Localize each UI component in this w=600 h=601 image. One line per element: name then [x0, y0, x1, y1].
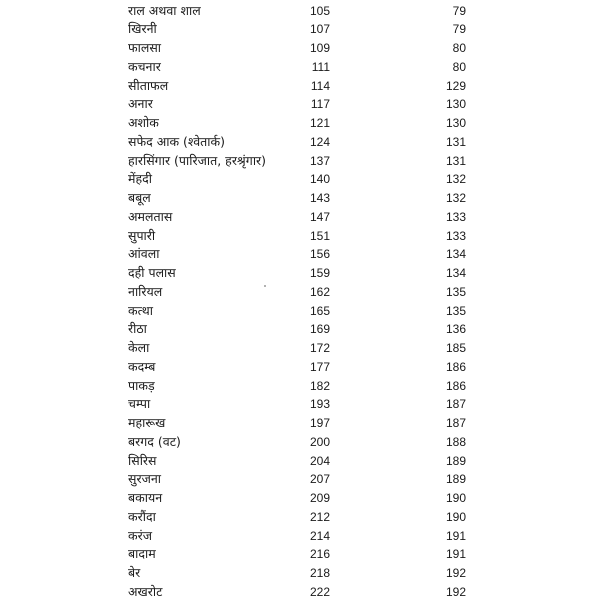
reference-number: 190 — [445, 509, 466, 524]
plant-name: महारूख — [128, 415, 166, 430]
index-row — [0, 2, 600, 21]
index-row — [0, 395, 600, 414]
reference-number: 79 — [452, 22, 466, 37]
plant-name: कचनार — [128, 58, 161, 74]
plant-name: चम्पा — [128, 396, 151, 412]
page-number: 124 — [309, 134, 330, 149]
index-row — [0, 20, 600, 39]
plant-name: सफेद आक (श्वेतार्क) — [128, 133, 226, 149]
reference-number: 189 — [445, 472, 466, 487]
reference-number: 191 — [445, 547, 466, 562]
index-row — [0, 470, 600, 489]
index-row — [0, 114, 600, 133]
index-row — [0, 377, 600, 396]
page-number: 216 — [309, 547, 330, 562]
reference-number: 187 — [445, 416, 466, 430]
index-row — [0, 302, 600, 321]
index-row — [0, 227, 600, 246]
plant-name: कदम्ब — [128, 358, 156, 374]
reference-number: 187 — [445, 397, 466, 412]
plant-name: करंज — [128, 527, 152, 543]
index-row — [0, 358, 600, 377]
index-row — [0, 133, 600, 152]
reference-number: 186 — [445, 378, 466, 393]
plant-name: बेर — [128, 565, 141, 580]
page-number: 151 — [309, 228, 330, 243]
page-number: 200 — [309, 434, 330, 449]
index-row — [0, 527, 600, 546]
index-row — [0, 152, 600, 171]
reference-number: 190 — [445, 491, 466, 505]
plant-name: मेंहदी — [128, 171, 152, 187]
plant-name: करौंदा — [128, 508, 156, 524]
index-row — [0, 264, 600, 283]
plant-name: अमलतास — [128, 208, 173, 224]
plant-name: हारसिंगार (पारिजात, हरश्रृंगार) — [128, 152, 267, 168]
index-row — [0, 208, 600, 227]
page-number: 143 — [309, 191, 330, 205]
plant-name: फालसा — [128, 40, 162, 55]
page-number: 197 — [309, 416, 330, 430]
page-number: 156 — [309, 247, 330, 262]
plant-name: रीठा — [128, 321, 147, 337]
index-row — [0, 170, 600, 189]
reference-number: 136 — [445, 322, 466, 337]
plant-name: नारियल — [128, 283, 163, 299]
page-number: 140 — [309, 172, 330, 187]
plant-name: सुरजना — [128, 471, 162, 487]
index-row — [0, 245, 600, 264]
index-row — [0, 283, 600, 302]
reference-number: 191 — [445, 528, 466, 543]
page-number: 109 — [309, 41, 330, 55]
page-number: 204 — [309, 453, 330, 468]
reference-number: 132 — [445, 191, 466, 205]
reference-number: 129 — [445, 78, 466, 93]
page-number: 114 — [310, 78, 330, 93]
page-number: 147 — [309, 209, 330, 224]
index-row — [0, 452, 600, 471]
page-number: 137 — [309, 153, 330, 168]
index-row — [0, 339, 600, 358]
reference-number: 80 — [452, 59, 466, 74]
page-number: 162 — [309, 284, 330, 299]
plant-name: बबूल — [128, 190, 151, 205]
reference-number: 132 — [445, 172, 466, 187]
plant-name: दही पलास — [128, 265, 176, 280]
page-number: 105 — [309, 3, 330, 18]
index-row — [0, 77, 600, 96]
plant-name: सुपारी — [128, 227, 156, 243]
reference-number: 135 — [445, 284, 466, 299]
page-number: 193 — [309, 397, 330, 412]
plant-name: कत्था — [128, 302, 153, 318]
plant-name: अनार — [128, 96, 153, 112]
reference-number: 131 — [445, 134, 466, 149]
index-row — [0, 508, 600, 527]
index-row — [0, 39, 600, 58]
page-number: 218 — [309, 566, 330, 580]
plant-name: सीताफल — [128, 77, 169, 93]
page-number: 209 — [309, 491, 330, 505]
reference-number: 134 — [445, 266, 466, 280]
index-row — [0, 95, 600, 114]
reference-number: 135 — [445, 303, 466, 318]
plant-name: पाकड़ — [128, 377, 155, 393]
index-row — [0, 583, 600, 601]
reference-number: 192 — [445, 584, 466, 599]
plant-name: बरगद (वट) — [128, 433, 181, 449]
plant-name: अखरोट — [128, 583, 163, 599]
index-row — [0, 58, 600, 77]
page-number: 214 — [309, 528, 330, 543]
reference-number: 131 — [445, 153, 466, 168]
index-row — [0, 414, 600, 433]
reference-number: 186 — [445, 359, 466, 374]
reference-number: 189 — [445, 453, 466, 468]
index-row — [0, 433, 600, 452]
page-number: 172 — [309, 341, 330, 355]
page-number: 107 — [309, 22, 330, 37]
plant-name: खिरनी — [128, 21, 157, 37]
page-number: 207 — [309, 472, 330, 487]
page-number: 182 — [309, 378, 330, 393]
index-row — [0, 320, 600, 339]
plant-name: बादाम — [128, 546, 156, 562]
page-number: 177 — [309, 359, 330, 374]
reference-number: 130 — [445, 97, 466, 112]
reference-number: 133 — [445, 209, 466, 224]
plant-name: अशोक — [128, 115, 159, 130]
page-number: 121 — [309, 116, 330, 130]
plant-name: केला — [128, 340, 150, 355]
plant-name: आंवला — [128, 246, 160, 262]
plant-name: बकायन — [128, 490, 163, 505]
plant-name: राल अथवा शाल — [128, 2, 201, 18]
page-number: 165 — [309, 303, 330, 318]
reference-number: 80 — [452, 41, 466, 55]
index-row — [0, 564, 600, 583]
reference-number: 188 — [445, 434, 466, 449]
page-number: 212 — [309, 509, 330, 524]
reference-number: 79 — [452, 3, 466, 18]
reference-number: 134 — [445, 247, 466, 262]
page-number: 222 — [309, 584, 330, 599]
index-row — [0, 189, 600, 208]
reference-number: 133 — [445, 228, 466, 243]
page-number: 111 — [311, 59, 330, 74]
page-number: 117 — [310, 97, 330, 112]
plant-name: सिरिस — [128, 452, 157, 468]
index-row — [0, 489, 600, 508]
reference-number: 185 — [445, 341, 466, 355]
page-number: 159 — [309, 266, 330, 280]
page-number: 169 — [309, 322, 330, 337]
reference-number: 192 — [445, 566, 466, 580]
reference-number: 130 — [445, 116, 466, 130]
index-row — [0, 545, 600, 564]
